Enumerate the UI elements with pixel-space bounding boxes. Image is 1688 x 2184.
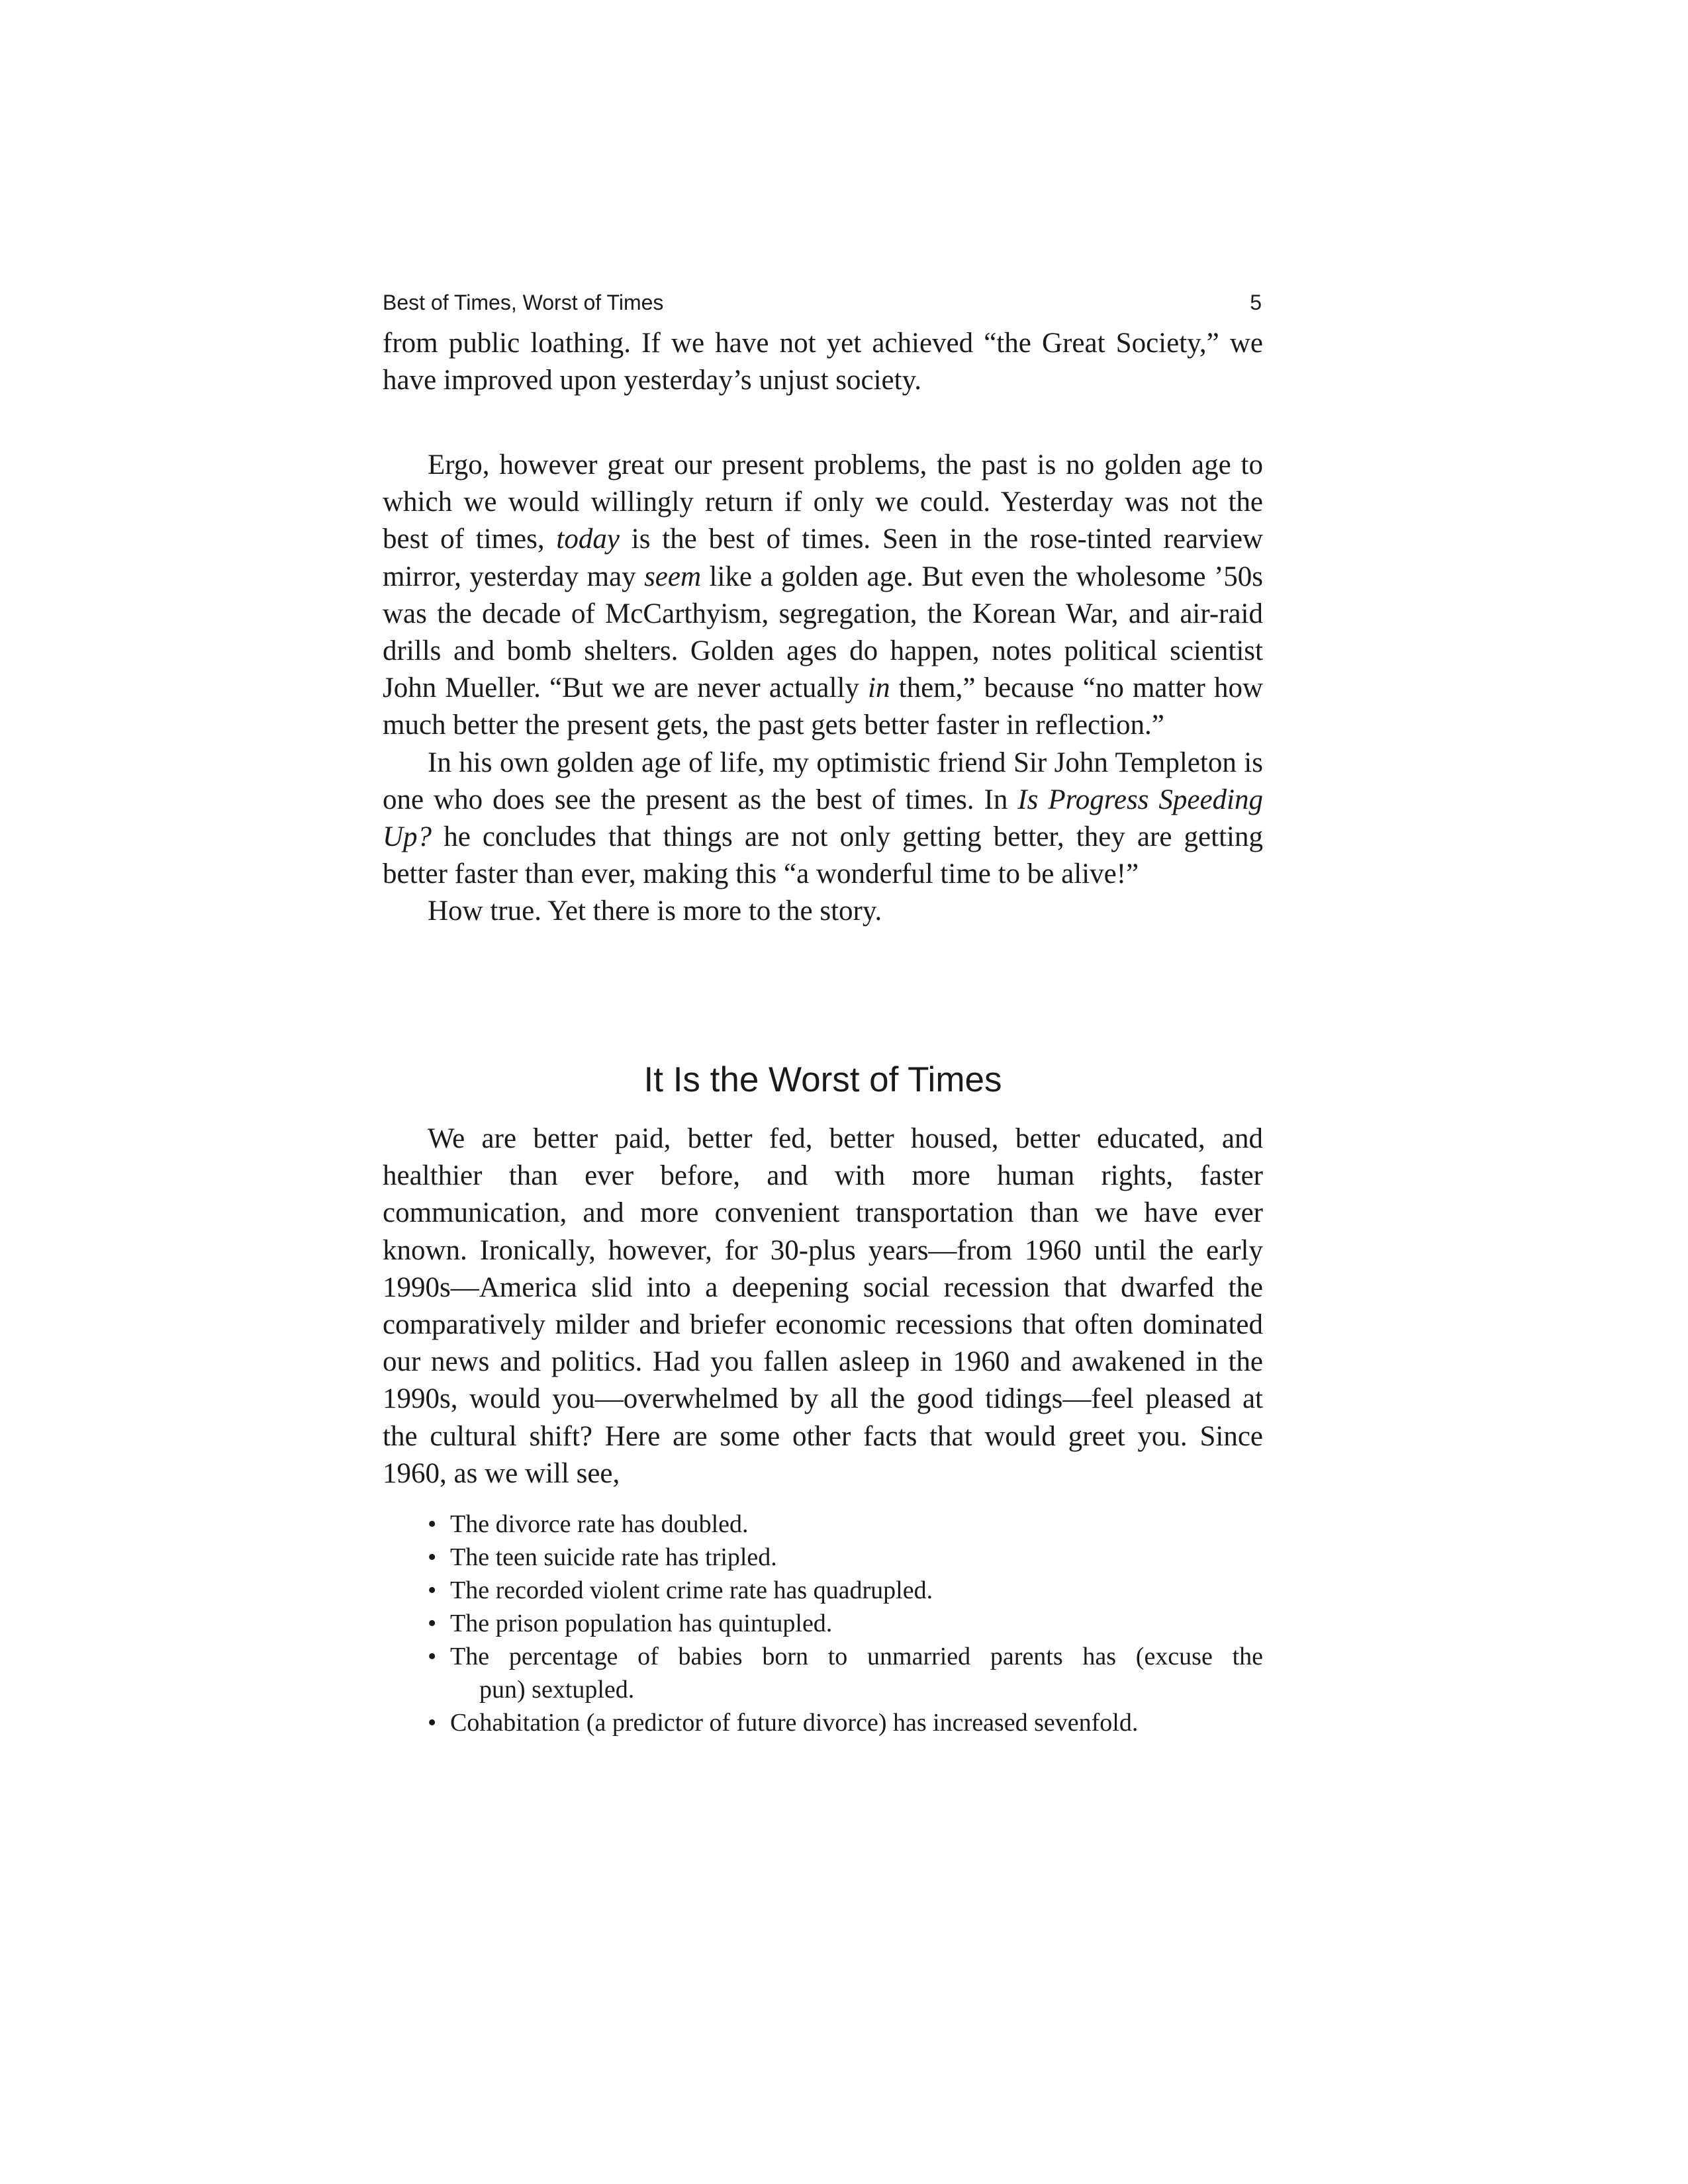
paragraph-1: from public loathing. If we have not yet achieved “the Great Society,” we have improved upon yesterday’s unjust society.	[383, 328, 1263, 396]
bullet-icon: •	[428, 1510, 437, 1538]
list-item-text: The teen suicide rate has tripled.	[450, 1543, 777, 1571]
list-item	[428, 1640, 1263, 1706]
paragraph-3-text-c: he concludes that things are not only getting better, they are getting better faster than ever, making this “a wonderful time to be alive!”	[383, 821, 1263, 890]
facts-list	[428, 1508, 1263, 1739]
paragraph-2-emphasis-in: in	[868, 672, 890, 704]
book-title-is-progress-speeding-up: Is Progress Speeding Up?	[383, 784, 1263, 853]
list-item	[428, 1706, 1263, 1739]
best-of-times-paragraphs	[383, 447, 1263, 931]
paragraph-2-text-c: is the best of times. Seen in the rose-tinted rearview mirror, yesterday may	[383, 523, 1263, 592]
list-item-text: Cohabitation (a predictor of future divorce) has increased sevenfold.	[450, 1709, 1139, 1737]
paragraph-2	[383, 447, 1263, 745]
list-item-text-continued: pun) sextupled.	[479, 1676, 635, 1704]
bullet-icon: •	[428, 1643, 437, 1670]
list-item	[428, 1607, 1263, 1640]
paragraph-2-text-a: Ergo, however great our present problems, the past is no golden age to which we would willingly return if only we could. Yesterday was not the best of times,	[383, 449, 1263, 555]
bullet-icon: •	[428, 1709, 437, 1737]
list-item	[428, 1574, 1263, 1607]
paragraph-2-emphasis-seem: seem	[644, 561, 702, 592]
worst-of-times-paragraph	[383, 1120, 1263, 1492]
running-head-title: Best of Times, Worst of Times	[383, 291, 664, 314]
list-item-text: The recorded violent crime rate has quadrupled.	[450, 1576, 933, 1604]
page-number: 5	[1250, 291, 1262, 314]
paragraph-3	[383, 745, 1263, 893]
bullet-icon: •	[428, 1610, 437, 1637]
paragraph-continuation	[383, 298, 1263, 399]
list-item-text: The prison population has quintupled.	[450, 1610, 833, 1637]
section-heading: It Is the Worst of Times	[643, 1060, 1002, 1099]
paragraph-5: We are better paid, better fed, better housed, better educated, and healthier than ever before, and with more human rights, faster communication, and more convenient transportation than we have ever known. Ironically, however, for 30-plus years—from 1960 until the early 1990s—America slid into a deepening social recession that dwarfed the comparatively milder and briefer economic recessions that often dominated our news and politics. Had you fallen asleep in 1960 and awakened in the 1990s, would you—overwhelmed by all the good tidings—feel pleased at the cultural shift? Here are some other facts that would greet you. Since 1960, as we will see,	[383, 1123, 1263, 1489]
paragraph-2-text-g: them,” because “no matter how much better the present gets, the past gets better faster in reflection.”	[383, 672, 1263, 741]
bullet-icon: •	[428, 1576, 437, 1604]
paragraph-4: How true. Yet there is more to the story.	[428, 895, 882, 927]
list-item	[428, 1508, 1263, 1541]
list-item	[428, 1541, 1263, 1574]
paragraph-2-text-e: like a golden age. But even the wholesome ’50s was the decade of McCarthyism, segregation, the Korean War, and air-raid drills and bomb shelters. Golden ages do happen, notes political scientist John Mueller. “But we are never actually	[383, 561, 1263, 704]
paragraph-3-text-a: In his own golden age of life, my optimistic friend Sir John Templeton is one who does see the present as the best of times. In	[383, 747, 1263, 815]
bullet-icon: •	[428, 1543, 437, 1571]
paragraph-2-emphasis-today: today	[556, 523, 620, 555]
list-item-text: The percentage of babies born to unmarried parents has (excuse the	[450, 1643, 1263, 1670]
list-item-text: The divorce rate has doubled.	[450, 1510, 749, 1538]
